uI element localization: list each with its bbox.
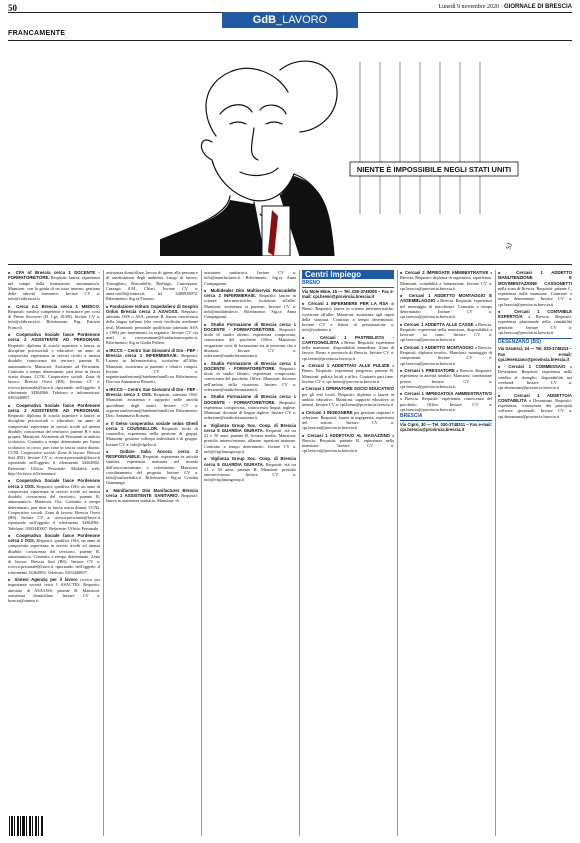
job-ad-text: Requisiti: esperienza in attività similari, esperienza maturata nel mondo dell'associazionismo o volontariato. Mansioni: coordinamento del progetto. Inviare CV a: info@outlareitalia.it. Riferimento: Sig.ra Cristina Giannange. [106,454,198,486]
bullet-square-icon: ■ [106,487,114,493]
ads-breno [302,301,394,454]
bullet-square-icon: ■ [8,532,17,538]
bullet-square-icon: ■ [106,303,110,309]
job-ad-text: a Brescia. Requisiti: esperienza nella mansione, disponibilità a lavorare su turni. Inviare CV a: cpi.brescia@provincia.brescia.it [400,321,492,343]
job-ad [106,270,198,302]
job-ad-text: Requisiti: medico competente e formatore per corsi di Primo Soccorso (D. Lgs. 81/08). Inviare CV a: info@cfabrescia.it. Riferimento: Pag. Patrizia Frascoli [8,308,100,330]
job-ad [8,270,100,302]
job-ad [302,386,394,407]
job-ad-lead: Vigilanza Group Soc. Coop. di Brescia cerca 5 GUARDIA GIURATA. [204,456,296,467]
job-ad-text: Requisiti: titolo di studio idoneo, esperienza comprovata, conoscenza del pacchetto Office. Mansioni: erogazione corsi di formazione sia in presenza che a distanza. Inviare CV a: selezione@studioformazione.it [204,326,296,359]
section-label: FRANCAMENTE [8,30,66,37]
job-ad [106,488,198,504]
centri-impiego-column [302,270,394,836]
bullet-square-icon: ■ [8,270,16,275]
job-ad-lead: Cooperativa Sociale fasce Pordenone cerca 2 ASSISTENTE AD PERSONAM. [8,332,100,343]
city-heading-breno: BRENO [302,281,394,287]
section-banner: GdB_LAVORO [222,12,358,28]
job-ad-lead: CFA of Brescia cerca 1 DOCENTE - FORMATORE/TORE. [8,270,100,281]
job-ad-text: per gli enti locali. Requisiti: diploma o laurea in ambito educativo. Mansioni: supporto educativo ai minori. Inviare CV a: cpi.breno@provincia.brescia.it [302,391,394,408]
job-ad-lead: Cercasi 1 ADDETTA ALLE CASSE [403,321,474,327]
bullet-square-icon: ■ [400,368,405,373]
job-ad [204,394,296,420]
job-ad-text: ricerca per importante società cerca 1 ASACTES. Requisiti: attestato di ASA/OSS, patente B. Mansioni: assistenza domiciliare. Inviare CV a: brescia@sintesi.it [8,577,100,604]
job-ad-lead: Fondazione Istituto Ospedaliero di Sospiro Onlus Brescia cerca 2 ASA/OSS. [106,303,198,314]
job-ad-text: Requisiti: esperienza comprovata, conoscenza lingua inglese. Mansioni: docenze di lingua inglese. Inviare CV a: selezione@studioformazione.it [204,399,296,421]
bullet-square-icon: ■ [400,321,404,327]
bullet-square-icon: ■ [8,332,17,338]
job-ad-text: a Brescia. Requisiti: esperienza, conoscenza del pacchetto Office. Inviare CV a: cpi.brescia@provincia.brescia.it [400,396,492,412]
ads-column-6 [498,270,572,836]
job-ad [498,309,572,335]
bullet-square-icon: ■ [8,303,17,309]
job-ad-lead: Cercasi 1 ADDETTO MANUTENZIONE E MOVIMENTAZIONE CASSONETTI [498,270,572,286]
bullet-square-icon: ■ [400,270,405,275]
address-brescia: Via Cipro, 30 — Tel. 030-3748311 – Fax e-mail: cpi.brescia@provincia.brescia.it [400,421,492,432]
job-ad-text: a Brescia. Requisiti: diploma di ragioneria, esperienza. Mansioni: contabilità e fatturazione. Inviare CV a: cpi.brescia@provincia.brescia.it [400,270,492,291]
bullet-square-icon: ■ [302,409,306,415]
job-ad-lead: Cercasi 1 PRESSATORE [404,368,455,373]
cartoon-signature: SJ [504,241,515,251]
bullet-square-icon: ■ [400,344,404,350]
job-ad [8,304,100,330]
job-ad-text: Requisiti: attestato OSS o ASA, patente B, buona conoscenza della lingua italiana (che verrà verificata mediante test). Mansioni: personale qualificato (attestato ASA o OSS) per inserimento in organico. Inviare CV via mail a: risorseumane@fondazionesospiro.it. Riferimento: Sig.ra Giulia Pellero. [106,308,198,346]
job-ad-lead: Cercasi 1 ADDETTA/O AL MAGAZZINO [307,432,391,438]
job-ad-text: Requisiti: Laurea in Infermieristica, iscrizione all'Albo. Mansioni: assistenza ai pazienti e relativi compiti. Inviare CV a: segreteriaselezione@fatebenefratelli.eu. Riferimento: Dott.ssa Annamaria Rossetti. [106,353,198,385]
job-ad [400,391,492,412]
job-ad-lead: Cercasi 1 PASTRELISTA - CARTOONGLISTA [302,334,394,345]
job-ad [106,449,198,486]
job-ad-text: di Breno. Requisiti: laurea in scienze infermieristiche, iscrizione all'albo. Mansioni: assistenza agli ospiti della struttura. Contratto a tempo determinato. Inviare CV e lettera di presentazione a: info@rsabreno.it [302,301,394,333]
job-ad-lead: Cercasi 1 INFERMIERE PER LA RSA [308,301,389,306]
job-ad-lead: Studio Formazione di Brescia cerca 1 DOCENTE - FORMATORE/TORE. [204,360,296,371]
section-rule [8,40,572,41]
job-ad-lead: Multidealer Dim Multiservizi Roncadelle cerca 2 INFERMIERA/E. [204,287,296,299]
job-ad-text: a Brescia. Requisiti: diploma tecnico. Mansioni: montaggio di componenti. Inviare CV a: cpi.brescia@provincia.brescia.it [400,344,492,366]
bullet-square-icon: ■ [302,301,308,306]
job-ad-text: Requisiti: diploma di scuola superiore o laurea in discipline psicosociali o educative; un anno di comprovata esperienza in servizi rivolti ad utenza disabile; conoscenza del territorio; patente B e auto propria. Mansioni: Assistente ad Personam in ambito scolastico. Contratto a tempo determinato per l'anno scolastico in corso, part time in fascia oraria diurna. CCNL Cooperative sociali. Zona di lavoro: Brescia Sud (BS). Inviare CV a: ricerca.personale@fasce.it riportando nell'oggetto il riferimento 34364902. Referente: Ufficio Personale. Modalità web: http://ltr.fasce.it/ltr/annunci/ [8,413,100,476]
job-ad [400,293,492,319]
job-ad-text: Requisiti: età tra 21 e 50 anni, patente B. Mansioni: presidio interno/esterno. Inviare CV a: info@vigilanzagroup.it [204,461,296,483]
job-ad-text: Requisiti: età tra 21 e 50 anni, patente B, licenza media. Mansioni: presidio interno/esterno, allarme, ispezioni notturne. Contratto a tempo determinato. Inviare CV a: info@vigilanzagroup.it [204,427,296,454]
job-ad [8,478,100,531]
column-divider [299,270,300,836]
job-ad [8,533,100,575]
job-ad-text: a Brescia. Requisiti: esperienza nel montaggio di macchinari. Contratto a tempo determinato. Inviare CV a: cpi.brescia@provincia.brescia.it [400,298,492,320]
bullet-square-icon: ■ [400,391,405,397]
job-ad [302,363,394,384]
job-ad [106,348,198,385]
column-divider [397,270,398,836]
job-ad-text: a Brescia. Requisiti: patente B, esperienza nella mansione. Inviare CV a: cpi.brescia@provincia.brescia.it [302,432,394,454]
job-ad-lead: Cooperativa Sociale fasce Pordenone cerca 1 OSS. [8,532,100,544]
job-ad-lead: Manifacturer Dim Manifacturer Brescia cerca 1 ASSISTENTE SANITARIO. [106,487,198,499]
job-ad-lead: Cooperativa Sociale fasce Pordenone cerca 1 OSS. [8,478,100,489]
centri-impiego-title: Centri Impiego [302,270,394,279]
job-ad-text: Requisiti: attestato OSS. Mansioni: assistenza e supporto nelle attività quotidiane degli utenti. Inviare CV a: segreteriaselezione@fatebenefratelli.eu. Riferimento: Dott. Annamaria Rossetti. [106,392,198,419]
page-number: 50 [8,3,17,13]
job-ad [8,332,100,400]
job-ad [106,304,198,346]
job-ad [498,393,572,419]
ads-list-5 [400,270,492,412]
job-ad-lead: Cercasi 1 ADDETTO/A CONTABILITÀ [498,392,572,403]
address-breno: Via Mole Mine, 16 — Tel. 030-3748309 – Fax e-mail: cpi.breno@provincia.brescia.it [302,288,394,299]
bullet-square-icon: ■ [302,363,309,369]
ads-list-6a [498,270,572,335]
bullet-square-icon: ■ [302,386,306,392]
job-ad-text: Requisiti: titolo di counsellor, esperienza nella gestione di gruppi. Mansioni: gestione colloqui individuali e di gruppo. Inviare CV a: info@ilgelso.it [106,425,198,447]
city-heading-desenzano: DESENZANO (BS) [498,338,572,345]
bullet-square-icon: ■ [8,402,17,408]
bullet-square-icon: ■ [302,334,321,340]
cartoon-bottom-rule [8,264,572,265]
job-ad-lead: Cercasi 1 ADDETTO MONTAGGIO [403,344,474,350]
bullet-square-icon: ■ [8,577,15,583]
job-ad-lead: Studio Formazione di Brescia cerca 1 DOCENTE - FORMATORE/TORE. [204,321,296,332]
bullet-square-icon: ■ [400,293,409,299]
bullet-square-icon: ■ [204,422,211,428]
job-ad-text: Requisiti: qualifica OSS, un anno di comprovata esperienza in servizi rivolti ad utenza disabile, conoscenza del territorio, patente B, automunito/a. Mansioni: Oss. Contratto a tempo determinato, part time in fascia oraria diurna. CCNL Cooperative sociali. Zona di lavoro: Brescia Ovest (BS). Inviare CV a: ricerca.personale@fasce.it riportando nell'oggetto il riferimento 34364961. Telefono: 0303440007. Referente: Ufficio Personale. [8,483,100,531]
cartoon-illustration [160,44,524,256]
job-ad [204,361,296,393]
job-ad [204,288,296,320]
bullet-square-icon: ■ [498,392,515,398]
job-ad-lead: Cercasi 1 COMMESSA/O [508,364,566,370]
job-ad-lead: Cercasi 2 IMPIEGATE AMMINISTRATIVE [404,270,489,275]
job-ad [400,345,492,366]
bullet-square-icon: ■ [204,287,211,293]
job-ad [204,456,296,482]
job-ad [8,403,100,477]
ads-column-5 [400,270,492,836]
job-ad-lead: Studio Formazione di Brescia cerca 1 DOCENTE - FORMATORE/TORE. [204,394,296,405]
ads-column-3 [204,270,296,836]
bullet-square-icon: ■ [204,456,211,462]
job-ad-lead: Cercasi 1 INGEGNERE [305,409,353,415]
bullet-square-icon: ■ [302,432,308,438]
job-ad-lead: Cooperativa Sociale fasce Pordenone cerca 2 ASSISTENTE AD PERSONAM. [8,402,100,413]
ads-list-6b [498,364,572,419]
job-ad-text: Requisiti: laurea, esperienza nel campo della formazione, automunito/a. Mansioni: con la guida di un tutor interno, gestione delle attività formative. Inviare CV a: info@cfabrescia.it [8,275,100,302]
ads-column-2 [106,270,198,836]
dateline: Lunedì 9 novembre 2020 · GIORNALE DI BRESCIA [438,4,572,10]
job-ad-lead: Cercasi 1 OPERATORE SOCIO EDUCATIVO [305,386,394,392]
job-ad-lead: Outlare Italia Ancora cerca 2 RESPONSABILE. [106,448,198,460]
job-ad [204,270,296,286]
job-ad [498,364,572,390]
job-ad-lead: Il Gelso cooperativa sociale onlus Ghedi cerca 1 COUNSELLOR. [106,420,198,431]
bullet-square-icon: ■ [204,394,211,400]
bullet-square-icon: ■ [498,364,509,370]
column-divider [103,270,104,836]
job-ad-text: per gestione impianti e selezione. Requisiti: laurea in ingegneria, esperienza nel settore. Inviare CV a: cpi.brescia@provincia.brescia.it [302,409,394,431]
job-ad [204,423,296,455]
job-ad [498,270,572,307]
job-ad-text: a Brescia. Requisiti: esperienza pluriennale nella contabilità generale. Inviare CV a: cpi.brescia@provincia.brescia.it [498,314,572,335]
job-ad [400,368,492,389]
column-divider [495,270,496,836]
bullet-square-icon: ■ [498,308,515,314]
bullet-square-icon: ■ [498,270,517,275]
bullet-square-icon: ■ [204,360,211,366]
job-ad [204,322,296,359]
barcode-graphic [8,816,44,836]
job-ad-text: Requisiti: laurea in assistenza sanitaria. Mansioni: di [106,493,198,504]
job-ad [302,335,394,361]
job-ad-text: Requisiti: diploma di scuola superiore o laurea in discipline psicosociali o educative; un anno di comprovata esperienza in servizi rivolti a utenza disabile; conoscenza dei territori; patente B, automunito/a. Mansioni: Assistente ad Personam. Contratto a tempo determinato, part time in fascia oraria diurna. CCNL Cooperative sociali. Zona di lavoro: Brescia Ovest (BS). Inviare CV a: ricerca.personale@fasce.it riportando nell'oggetto il riferimento 34364866. Telefono e informazioni: 0303440007. [8,342,100,401]
ads-column-1 [8,270,100,836]
job-ad-text: a Breno. Requisiti: esperienza nella mansione, disponibilità immediata. Zona di lavoro: Breno e provincia di Brescia. Inviare CV a: cpi.breno@provincia.brescia.it [302,339,394,361]
bullet-square-icon: ■ [106,448,120,454]
address-desenzano: Via Gramsci, 24 — Tel. 030-3748313 – Fax e-mail: cpi.desenzano@provincia.brescia.it [498,346,572,362]
bullet-square-icon: ■ [106,386,110,392]
job-ad-text: a Brescia. Requisiti: esperienza in attività similari. Mansioni: conduzione presse. Inviare CV a: cpi.brescia@provincia.brescia.it [400,368,492,389]
job-ad-lead: Cercasi 1 IMPIEGATO/A AMMINISTRATIVO [404,391,492,397]
job-ad-text: assistente sanitario/a. Inviare CV a: info@manifacturer.it. Riferimento: Sig.ra Anna Compagnoni. [204,270,296,286]
job-ad-lead: Cercasi 1 CONTABILE ESPERTO/A [498,308,572,320]
job-ad [106,387,198,419]
bullet-square-icon: ■ [106,347,110,353]
job-ad-text: nella zona di Brescia. Requisiti: patente C, esperienza nella mansione. Contratto a tempo determinato. Inviare CV a: cpi.brescia@provincia.brescia.it [498,285,572,307]
cartoon-caption: NIENTE È IMPOSSIBILE NEGLI STATI UNITI [356,165,512,174]
job-ad-text: a Desenzano. Requisiti: esperienza, conoscenza dei principali software gestionali. Inviare CV a: cpi.desenzano@provincia.brescia.it [498,397,572,419]
job-ad-text: Requisiti: titolo di studio idoneo, esperienza comprovata, conoscenza del pacchetto Office. Mansioni: docenze nell'ambito della sicurezza. Inviare CV a: selezione@studioformazione.it [204,365,296,392]
job-ad-text: Requisiti: laurea in scienze infermieristiche, iscrizione all'albo. Mansioni: assistenza ai pazienti. Inviare CV a: info@multidealer.it. Riferimento: Sig.ra Anna Compagnoni. [204,293,296,320]
column-divider [201,270,202,836]
job-ad [302,433,394,454]
job-ad-lead: Cercasi 1 ADDETTO MONTAGGIO E ASSEMBLAGGIO [400,293,492,304]
job-ad [400,270,492,291]
job-ad-lead: IRCCS – Centro San Giovanni di Dio - FBF - Brescia cerca 1 INFERMIERA/E. [106,347,198,359]
job-ad-lead: IRCCS – Centro San Giovanni di Dio - FBF - Brescia cerca 1 OSS. [106,386,198,398]
job-ad [400,322,492,343]
job-ad [106,421,198,447]
job-ad [302,410,394,431]
job-ad-text: Requisiti: qualifica OSS, un anno di comprovata esperienza in servizi rivolti ad utenza disabile, conoscenza del territorio, patente B, automunito/a. Contratto a tempo determinato. Zona di lavoro: Brescia Sud (BS). Inviare CV a: ricerca.personale@fasce.it riportando nell'oggetto il riferimento 34364994. Telefono: 0303440007. [8,538,100,575]
job-ad-text: a Desenzano. Requisiti: esperienza nella vendita al dettaglio, disponibilità nei weekend. Inviare CV a: cpi.desenzano@provincia.brescia.it [498,364,572,391]
bullet-square-icon: ■ [8,478,17,484]
job-ad [8,577,100,603]
job-ad [302,301,394,333]
job-ad-text: a Breno. Requisiti: esperienza pregressa, patente B. Mansioni: pulizia locali e uffici. Contratto part time. Inviare CV a: cpi.breno@provincia.brescia.it [302,363,394,384]
bullet-square-icon: ■ [106,420,112,426]
job-ad-lead: Cercasi 1 ADDETTA/O ALLE PULIZIE [308,363,390,369]
job-ad-text: assistenza domiciliare, lavoro di igiene alla persona e di sanificazione degli ambienti. Luogo di lavoro: Travagliato, Roncadelle, Berlingo, Castrezzato, Cazzago S.M., Chiari. Inviare CV a: anna.cotelli@sintesi.it, tel. 3480938072. Riferimento: Sig.ra Fiorano. [106,270,198,302]
job-ad-lead: Sintesi Agenzia per il lavoro [14,577,78,583]
job-ad-lead: Vigilanza Group Soc. Coop. di Brescia cerca 5 GUARDIA GIURATA. [204,422,296,433]
job-ad-lead: Cerca n.1 Brescia cerca 1 MEDICO. [16,303,100,309]
city-heading-brescia: BRESCIA [400,414,492,420]
bullet-square-icon: ■ [204,321,211,327]
